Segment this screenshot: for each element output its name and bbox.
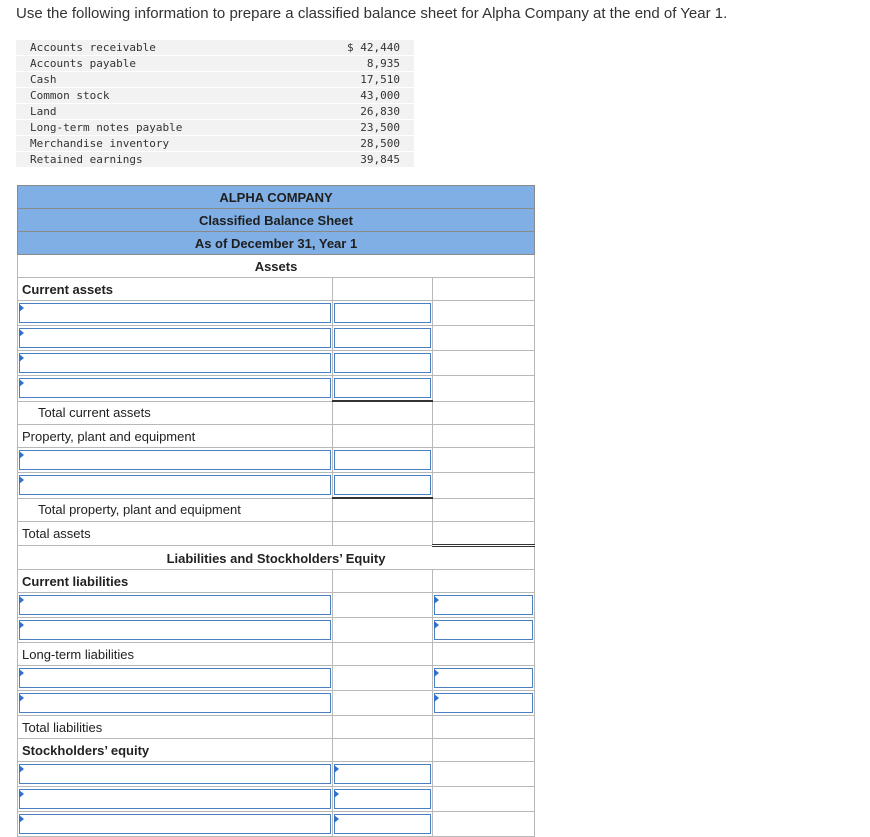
dropdown-marker-icon [19,304,24,312]
stockholders-equity-label: Stockholders’ equity [18,739,333,762]
dropdown-marker-icon [19,815,24,823]
total-liabilities-label: Total liabilities [18,716,333,739]
info-amount: 43,000 [300,88,414,104]
dropdown-marker-icon [19,451,24,459]
current-liability-row [18,618,535,643]
ppe-account-input[interactable] [19,475,331,495]
current-liability-account-input[interactable] [19,620,331,640]
company-name: ALPHA COMPANY [18,186,535,209]
assets-heading: Assets [18,255,535,278]
equity-amount-input[interactable] [334,764,431,784]
info-amount: $ 42,440 [300,40,414,56]
info-amount: 28,500 [300,136,414,152]
info-label: Accounts payable [16,56,300,72]
current-asset-amount-input[interactable] [334,328,431,348]
dropdown-marker-icon [19,694,24,702]
ppe-account-input[interactable] [19,450,331,470]
dropdown-marker-icon [19,354,24,362]
dropdown-marker-icon [19,379,24,387]
long-term-liability-account-input[interactable] [19,668,331,688]
dropdown-marker-icon [334,815,339,823]
current-asset-account-input[interactable] [19,328,331,348]
info-amount: 39,845 [300,152,414,168]
equity-amount-input[interactable] [334,814,431,834]
current-liability-account-input[interactable] [19,595,331,615]
ppe-amount-input[interactable] [334,475,431,495]
info-amount: 17,510 [300,72,414,88]
info-row [16,56,414,72]
current-liabilities-label: Current liabilities [18,570,333,593]
total-assets-value [433,522,535,546]
dropdown-marker-icon [19,669,24,677]
current-liability-amount-input[interactable] [434,595,533,615]
current-asset-amount-input[interactable] [334,353,431,373]
statement-date: As of December 31, Year 1 [18,232,535,255]
info-label: Land [16,104,300,120]
instructions-text: Use the following information to prepare a classified balance sheet for Alpha Company at the end of Year 1. [16,5,728,22]
equity-account-input[interactable] [19,764,331,784]
long-term-liability-amount-input[interactable] [434,693,533,713]
info-row [16,40,414,56]
equity-amount-input[interactable] [334,789,431,809]
info-amount: 8,935 [300,56,414,72]
long-term-liability-account-input[interactable] [19,693,331,713]
equity-account-input[interactable] [19,814,331,834]
current-asset-account-input[interactable] [19,378,331,398]
current-asset-amount-input[interactable] [334,303,431,323]
info-label: Cash [16,72,300,88]
long-term-liability-row [18,666,535,691]
equity-row [18,787,535,812]
total-assets-label: Total assets [18,522,333,546]
current-asset-row [18,351,535,376]
info-label: Long-term notes payable [16,120,300,136]
info-row [16,120,414,136]
ppe-label: Property, plant and equipment [18,425,333,448]
info-label: Common stock [16,88,300,104]
info-label: Merchandise inventory [16,136,300,152]
info-row [16,72,414,88]
info-row [16,104,414,120]
long-term-liabilities-label: Long-term liabilities [18,643,333,666]
total-ppe-value [433,498,535,522]
total-current-assets-value [433,401,535,425]
dropdown-marker-icon [19,476,24,484]
long-term-liability-amount-input[interactable] [434,668,533,688]
info-label: Accounts receivable [16,40,300,56]
given-information-table [16,40,414,168]
current-asset-row [18,326,535,351]
dropdown-marker-icon [19,790,24,798]
total-ppe-label: Total property, plant and equipment [18,498,333,522]
dropdown-marker-icon [19,596,24,604]
total-liabilities-value [433,716,535,739]
ppe-row [18,448,535,473]
dropdown-marker-icon [434,669,439,677]
info-row [16,152,414,168]
ppe-row [18,473,535,499]
equity-row [18,762,535,787]
equity-account-input[interactable] [19,789,331,809]
info-row [16,88,414,104]
dropdown-marker-icon [434,596,439,604]
info-label: Retained earnings [16,152,300,168]
current-asset-row [18,376,535,402]
statement-title: Classified Balance Sheet [18,209,535,232]
current-liability-amount-input[interactable] [434,620,533,640]
dropdown-marker-icon [334,765,339,773]
total-current-assets-label: Total current assets [18,401,333,425]
current-assets-label: Current assets [18,278,333,301]
equity-row [18,812,535,837]
liabilities-equity-heading: Liabilities and Stockholders’ Equity [18,546,535,570]
current-asset-row [18,301,535,326]
info-row [16,136,414,152]
balance-sheet-table [17,185,535,837]
info-amount: 26,830 [300,104,414,120]
ppe-amount-input[interactable] [334,450,431,470]
current-asset-account-input[interactable] [19,303,331,323]
dropdown-marker-icon [334,790,339,798]
current-liability-row [18,593,535,618]
info-amount: 23,500 [300,120,414,136]
long-term-liability-row [18,691,535,716]
current-asset-amount-input[interactable] [334,378,431,398]
current-asset-account-input[interactable] [19,353,331,373]
dropdown-marker-icon [434,694,439,702]
dropdown-marker-icon [19,329,24,337]
dropdown-marker-icon [434,621,439,629]
dropdown-marker-icon [19,621,24,629]
dropdown-marker-icon [19,765,24,773]
